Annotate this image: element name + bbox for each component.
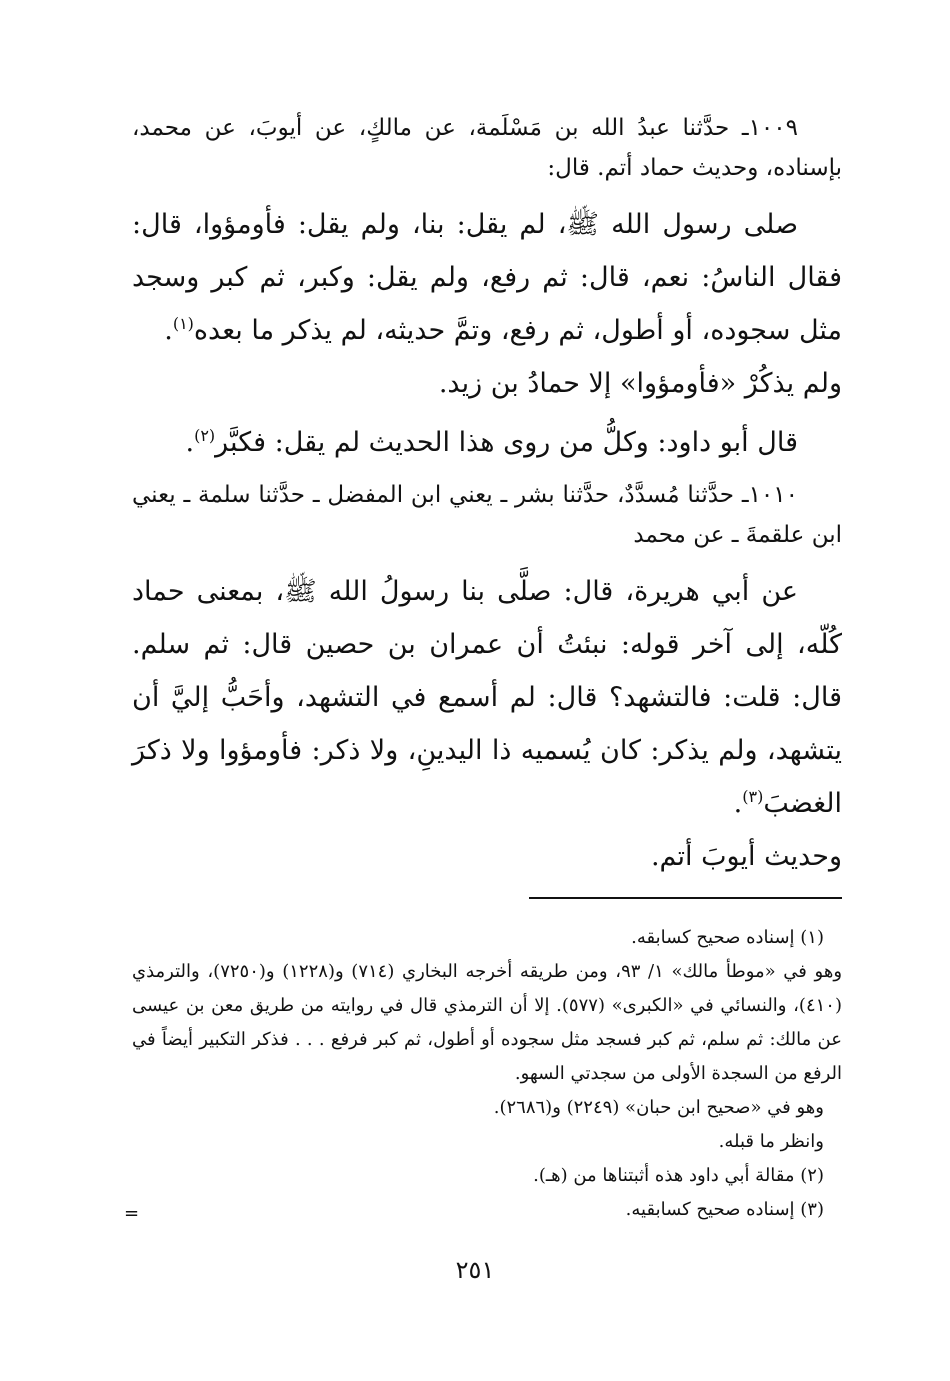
footnotes-section	[132, 921, 842, 1227]
footnote-2: (٢) مقالة أبي داود هذه أثبتناها من (هـ).	[533, 1165, 824, 1186]
footnote-1-ibn-hibban: وهو في «صحيح ابن حبان» (٢٢٤٩) و(٢٦٨٦).	[493, 1097, 824, 1118]
hadith-1010-matn	[132, 565, 842, 883]
footnote-ref-3: (٣)	[742, 787, 764, 806]
continuation-mark: =	[124, 1203, 140, 1224]
abu-dawud-comment-end: .	[185, 427, 195, 458]
footnote-3: (٣) إسناده صحيح كسابقيه.	[625, 1199, 824, 1220]
footnote-divider	[529, 897, 842, 899]
hadith-1010-isnad	[132, 475, 842, 555]
hadith-1009-note: ولم يذكُرْ «فأومؤوا» إلا حمادُ بن زيد.	[438, 368, 842, 399]
hadith-1010-matn-end: .	[733, 788, 743, 819]
hadith-1009-matn	[132, 198, 842, 410]
footnote-1-sources: وهو في «موطأ مالك» ١/ ٩٣، ومن طريقه أخرجه البخاري (٧١٤) و(١٢٢٨) و(٧٢٥٠)، والترمذي (٤١٠)، والنسائي في «الكبرى» (٥٧٧). إلا أن الترمذي قال في روايته من طريق معن بن عيسى عن مالك: ثم سلم، ثم كبر فسجد مثل سجوده أو أطول، ثم كبر فرفع . . . فذكر التكبير أيضاً في الرفع من السجدة الأولى من سجدتي السهو.	[132, 961, 843, 1084]
hadith-1009-isnad-text: ١٠٠٩ـ حدَّثنا عبدُ الله بن مَسْلَمة، عن مالكٍ، عن أيوبَ، عن محمد، بإسناده، وحديث حماد أتم. قال:	[132, 115, 842, 181]
hadith-1010-closing: وحديث أيوبَ أتم.	[650, 841, 842, 872]
footnote-1-see-previous: وانظر ما قبله.	[718, 1131, 824, 1152]
hadith-1009-matn-text: صلى رسول الله ﷺ، لم يقل: بنا، ولم يقل: فأومؤوا، قال: فقال الناسُ: نعم، قال: ثم رفع، ولم يقل: وكبر، ثم كبر وسجد مثل سجوده، أو أطول، ثم رفع، وتمَّ حديثه، لم يذكر ما بعده	[132, 209, 842, 346]
hadith-1010-matn-text: عن أبي هريرة، قال: صلَّى بنا رسولُ الله ﷺ، بمعنى حماد كُلّه، إلى آخر قوله: نبئتُ أن عمران بن حصين قال: ثم سلم. قال: قلت: فالتشهد؟ قال: لم أسمع في التشهد، وأحَبُّ إليَّ أن يتشهد، ولم يذكر: كان يُسميه ذا اليدينِ، ولا ذكر: فأومؤوا ولا ذكرَ الغضبَ	[132, 576, 842, 819]
hadith-1009-isnad	[132, 108, 842, 188]
footnote-1: (١) إسناده صحيح كسابقه.	[631, 927, 824, 948]
abu-dawud-comment	[132, 416, 842, 469]
page-number: ٢٥١	[455, 1256, 495, 1284]
hadith-1009-matn-end: .	[164, 315, 173, 346]
hadith-1010-isnad-text: ١٠١٠ـ حدَّثنا مُسدَّدٌ، حدَّثنا بشر ـ يعني ابن المفضل ـ حدَّثنا سلمة ـ يعني ابن علقمةَ ـ عن محمد	[132, 482, 842, 548]
footnote-ref-1: (١)	[172, 314, 194, 333]
footnote-ref-2: (٢)	[194, 426, 216, 445]
abu-dawud-comment-text: قال أبو داود: وكلُّ من روى هذا الحديث لم يقل: فكبَّر	[215, 427, 798, 458]
